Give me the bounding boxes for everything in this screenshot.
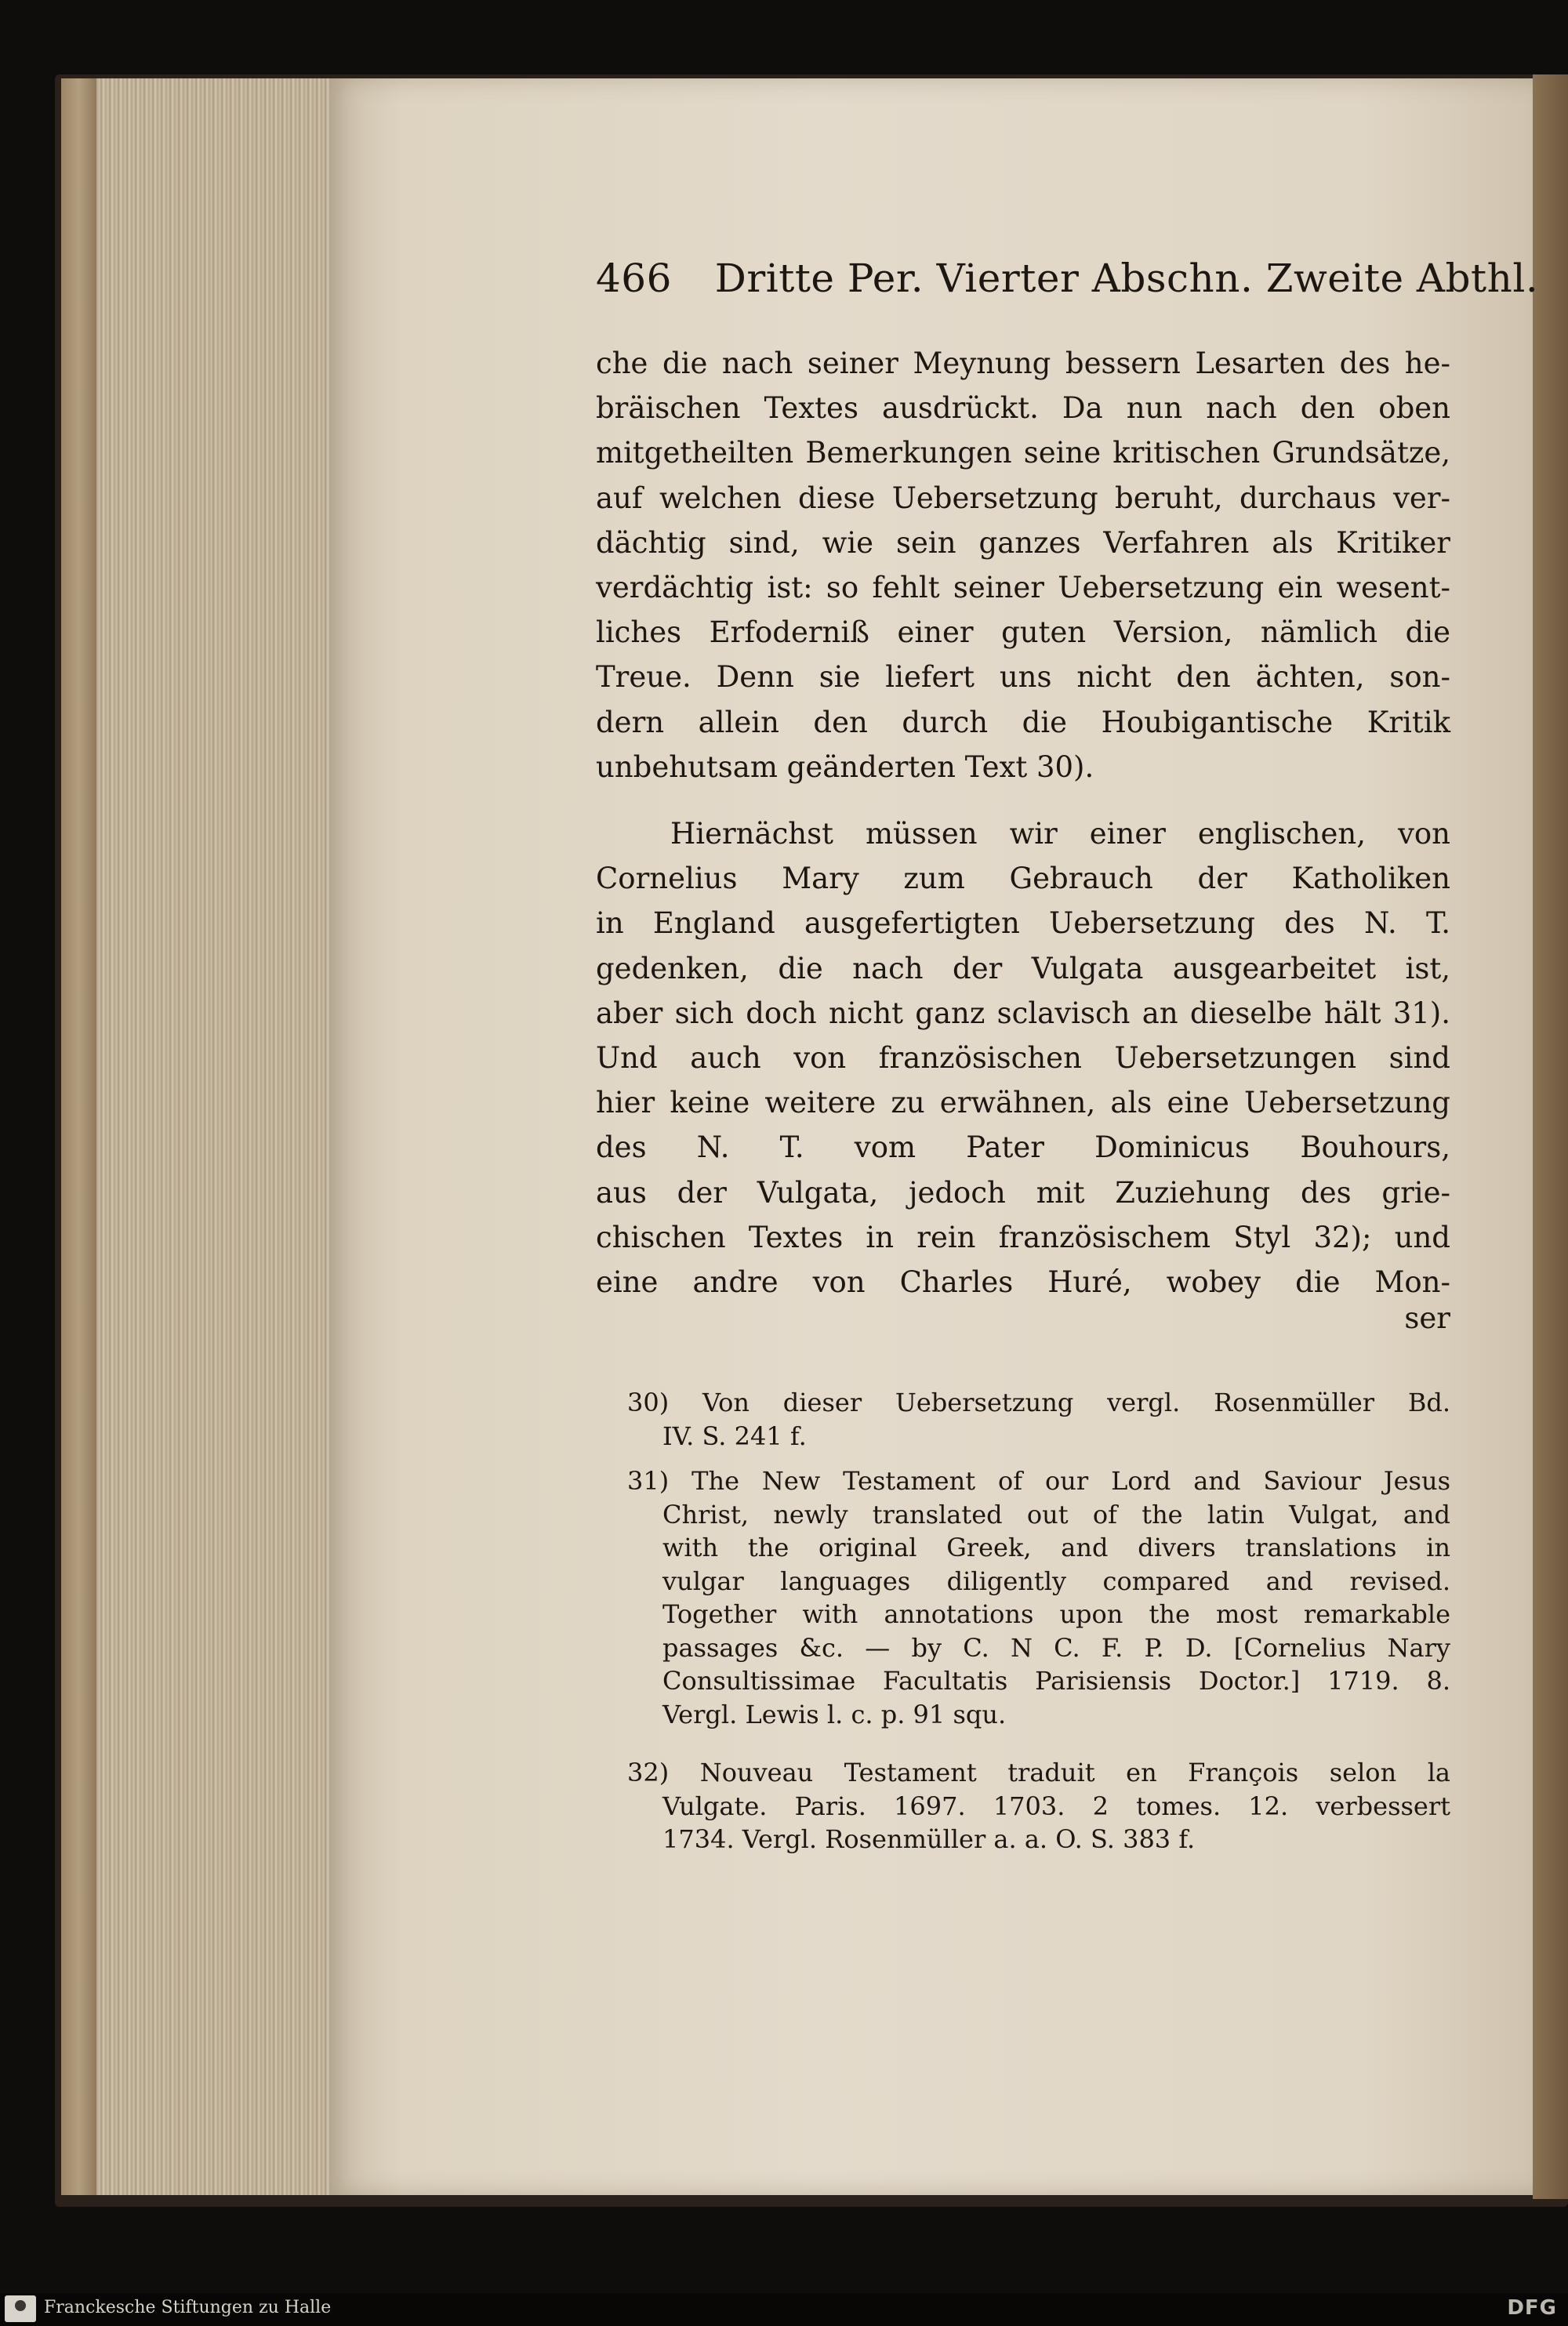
text-line: dern allein den durch die Houbigantische Kritik — [596, 705, 1450, 739]
text-line: gedenken, die nach der Vulgata ausgearbeitet ist, — [596, 951, 1450, 985]
footnote-line: Vergl. Lewis l. c. p. 91 squ. — [662, 1699, 1007, 1729]
paragraph-1 — [596, 341, 1450, 789]
book-page-edges — [63, 78, 329, 2195]
text-line: dächtig sind, wie sein ganzes Verfahren als Kritiker — [596, 525, 1450, 560]
footnote-line: with the original Greek, and divers translations in — [662, 1533, 1450, 1562]
footnote-line: IV. S. 241 f. — [662, 1421, 807, 1451]
text-line: bräischen Textes ausdrückt. Da nun nach den oben — [596, 391, 1450, 426]
text-line: verdächtig ist: so fehlt seiner Uebersetzung ein wesent- — [596, 570, 1450, 604]
book-binding-edge — [1533, 74, 1568, 2199]
text-line: Treue. Denn sie liefert uns nicht den ächten, son- — [596, 660, 1450, 695]
text-line: Und auch von französischen Uebersetzungen sind — [596, 1040, 1450, 1075]
running-title: Dritte Per. Vierter Abschn. Zweite Abthl. — [714, 256, 1539, 301]
text-line: aber sich doch nicht ganz sclavisch an dieselbe hält 31). — [596, 996, 1450, 1030]
text-line: auf welchen diese Uebersetzung beruht, durchaus ver- — [596, 481, 1450, 515]
text-line: in England ausgefertigten Uebersetzung des N. T. — [596, 906, 1450, 941]
footnote-line: Vulgate. Paris. 1697. 1703. 2 tomes. 12. verbessert — [662, 1791, 1450, 1821]
dfg-logo: DFG — [1507, 2296, 1557, 2320]
catchword: ser — [1404, 1301, 1450, 1335]
institution-logo-icon — [5, 2295, 36, 2322]
text-line: mitgetheilten Bemerkungen seine kritischen Grundsätze, — [596, 436, 1450, 470]
text-line: des N. T. vom Pater Dominicus Bouhours, — [596, 1130, 1450, 1165]
text-line-last: unbehutsam geänderten Text 30). — [596, 749, 1094, 784]
footnote-line: Christ, newly translated out of the latin Vulgat, and — [662, 1499, 1450, 1529]
footnote-line: 32) Nouveau Testament traduit en François selon la — [627, 1758, 1450, 1787]
paragraph-2 — [596, 811, 1450, 1305]
text-line: che die nach seiner Meynung bessern Lesarten des he- — [596, 347, 1450, 380]
text-line: eine andre von Charles Huré, wobey die Mon- — [596, 1265, 1450, 1299]
footnote-line: 31) The New Testament of our Lord and Saviour Jesus — [627, 1466, 1450, 1496]
text-line: liches Erfoderniß einer guten Version, nämlich die — [596, 615, 1450, 650]
text-line: Cornelius Mary zum Gebrauch der Katholiken — [596, 862, 1450, 896]
institution-name: Franckesche Stiftungen zu Halle — [44, 2298, 332, 2317]
page-header — [596, 255, 1539, 302]
footnote-31 — [627, 1464, 1450, 1731]
footnote-line: 30) Von dieser Uebersetzung vergl. Rosenmüller Bd. — [627, 1388, 1450, 1417]
footnote-line: vulgar languages diligently compared and revised. — [662, 1566, 1450, 1596]
footnote-line: Together with annotations upon the most remarkable — [662, 1599, 1450, 1629]
footnote-line: Consultissimae Facultatis Parisiensis Doctor.] 1719. 8. — [662, 1666, 1450, 1696]
page-number: 466 — [596, 256, 672, 301]
text-line: Hiernächst müssen wir einer englischen, von — [670, 817, 1450, 851]
footnote-line: passages &c. — by C. N C. F. P. D. [Cornelius Nary — [662, 1632, 1450, 1663]
footnote-line: 1734. Vergl. Rosenmüller a. a. O. S. 383 f. — [662, 1824, 1196, 1854]
footnote-30 — [627, 1386, 1450, 1453]
text-line: hier keine weitere zu erwähnen, als eine Uebersetzung — [596, 1086, 1450, 1120]
book-cover-edge — [61, 78, 96, 2195]
text-line: chischen Textes in rein französischem Styl 32); und — [596, 1220, 1450, 1254]
footnote-32 — [627, 1756, 1450, 1856]
text-line: aus der Vulgata, jedoch mit Zuziehung des grie- — [596, 1175, 1450, 1210]
